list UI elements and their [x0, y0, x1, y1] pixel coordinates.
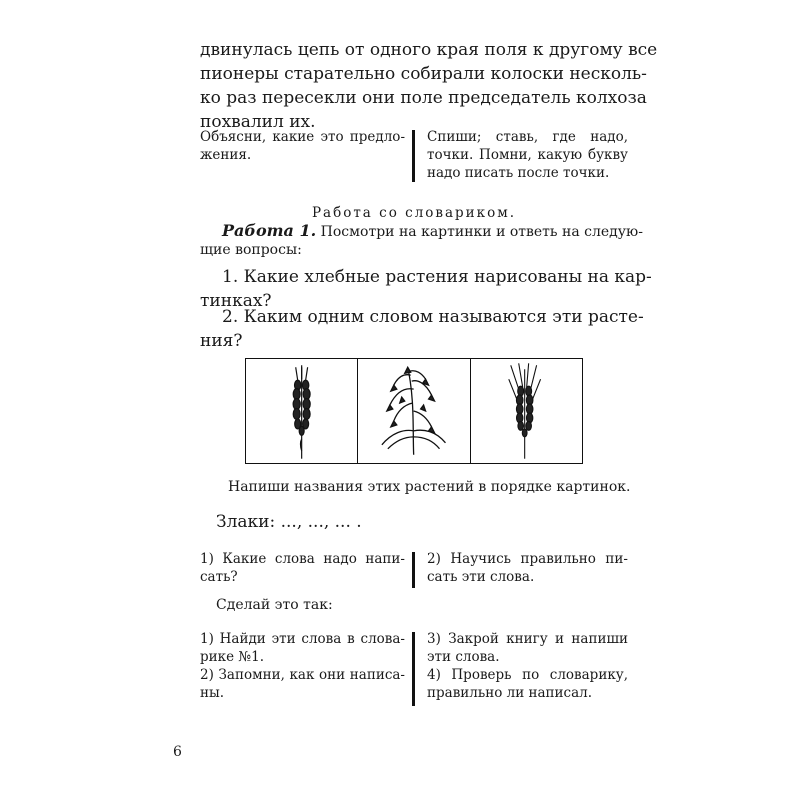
instruction-block-2 — [200, 550, 628, 590]
instruction-line: правильно ли написал. — [427, 685, 593, 701]
instruction-line: сать эти слова. — [427, 569, 535, 585]
instruction-line: 3) Закрой книгу и напиши — [427, 631, 628, 647]
wheat-ear-icon — [246, 359, 357, 463]
instruction-line: 2) Научись правильно пи- — [427, 551, 628, 567]
question-line: 2. Каким одним словом называются эти расте- — [222, 307, 644, 327]
instruction-line: 1) Какие слова надо напи- — [200, 551, 405, 567]
intro-line: похвалил их. — [200, 112, 316, 132]
instruction-line: точки. Помни, какую букву — [427, 147, 628, 163]
column-divider — [412, 632, 415, 706]
picture-cell — [358, 359, 470, 463]
instruction-left — [200, 550, 405, 586]
instruction-block-3 — [200, 630, 628, 706]
question-line: 1. Какие хлебные растения нарисованы на кар- — [222, 267, 652, 287]
plants-picture-strip — [245, 358, 583, 464]
intro-paragraph — [200, 38, 658, 134]
instruction-line: Спиши; ставь, где надо, — [427, 129, 628, 145]
column-divider — [412, 552, 415, 588]
task-line: щие вопросы: — [200, 242, 302, 258]
question-2 — [200, 305, 644, 353]
page-number: 6 — [173, 744, 182, 760]
rye-ear-icon — [471, 359, 582, 463]
instruction-block-1 — [200, 128, 628, 184]
instruction-line: 2) Запомни, как они написа- — [200, 667, 405, 683]
task-intro — [200, 221, 643, 259]
task-label: Работа 1. — [222, 221, 317, 240]
instruction-line: Объясни, какие это предло- — [200, 129, 405, 145]
picture-cell — [246, 359, 358, 463]
oat-plant-icon — [358, 359, 469, 463]
picture-cell — [471, 359, 582, 463]
intro-line: двинулась цепь от одного края поля к другому все — [200, 40, 658, 60]
instruction-left — [200, 128, 405, 164]
task-line — [200, 221, 643, 241]
intro-line: пионеры старательно собирали колоски несколь- — [200, 64, 647, 84]
intro-line: ко раз пересекли они поле председатель колхоза — [200, 88, 647, 108]
instruction-line: надо писать после точки. — [427, 165, 610, 181]
instruction-line: ны. — [200, 685, 225, 701]
instruction-right — [427, 128, 628, 182]
instruction-line: эти слова. — [427, 649, 500, 665]
section-heading: Работа со словариком. — [311, 205, 517, 221]
column-divider — [412, 130, 415, 182]
task-text: Посмотри на картинки и ответь на следую- — [316, 224, 643, 240]
instruction-line: жения. — [200, 147, 252, 163]
do-it-instruction: Сделай это так: — [216, 597, 333, 613]
instruction-line: 1) Найди эти слова в слова- — [200, 631, 405, 647]
instruction-line: 4) Проверь по словарику, — [427, 667, 628, 683]
instruction-line: рике №1. — [200, 649, 265, 665]
instruction-right — [427, 550, 628, 586]
instruction-line: сать? — [200, 569, 238, 585]
question-line: тинках? — [200, 291, 272, 311]
write-names-instruction: Напиши названия этих растений в порядке картинок. — [228, 479, 631, 495]
instruction-left — [200, 630, 405, 702]
cereals-line: Злаки: ..., ..., ... . — [216, 512, 362, 532]
instruction-right — [427, 630, 628, 702]
question-line: ния? — [200, 331, 243, 351]
